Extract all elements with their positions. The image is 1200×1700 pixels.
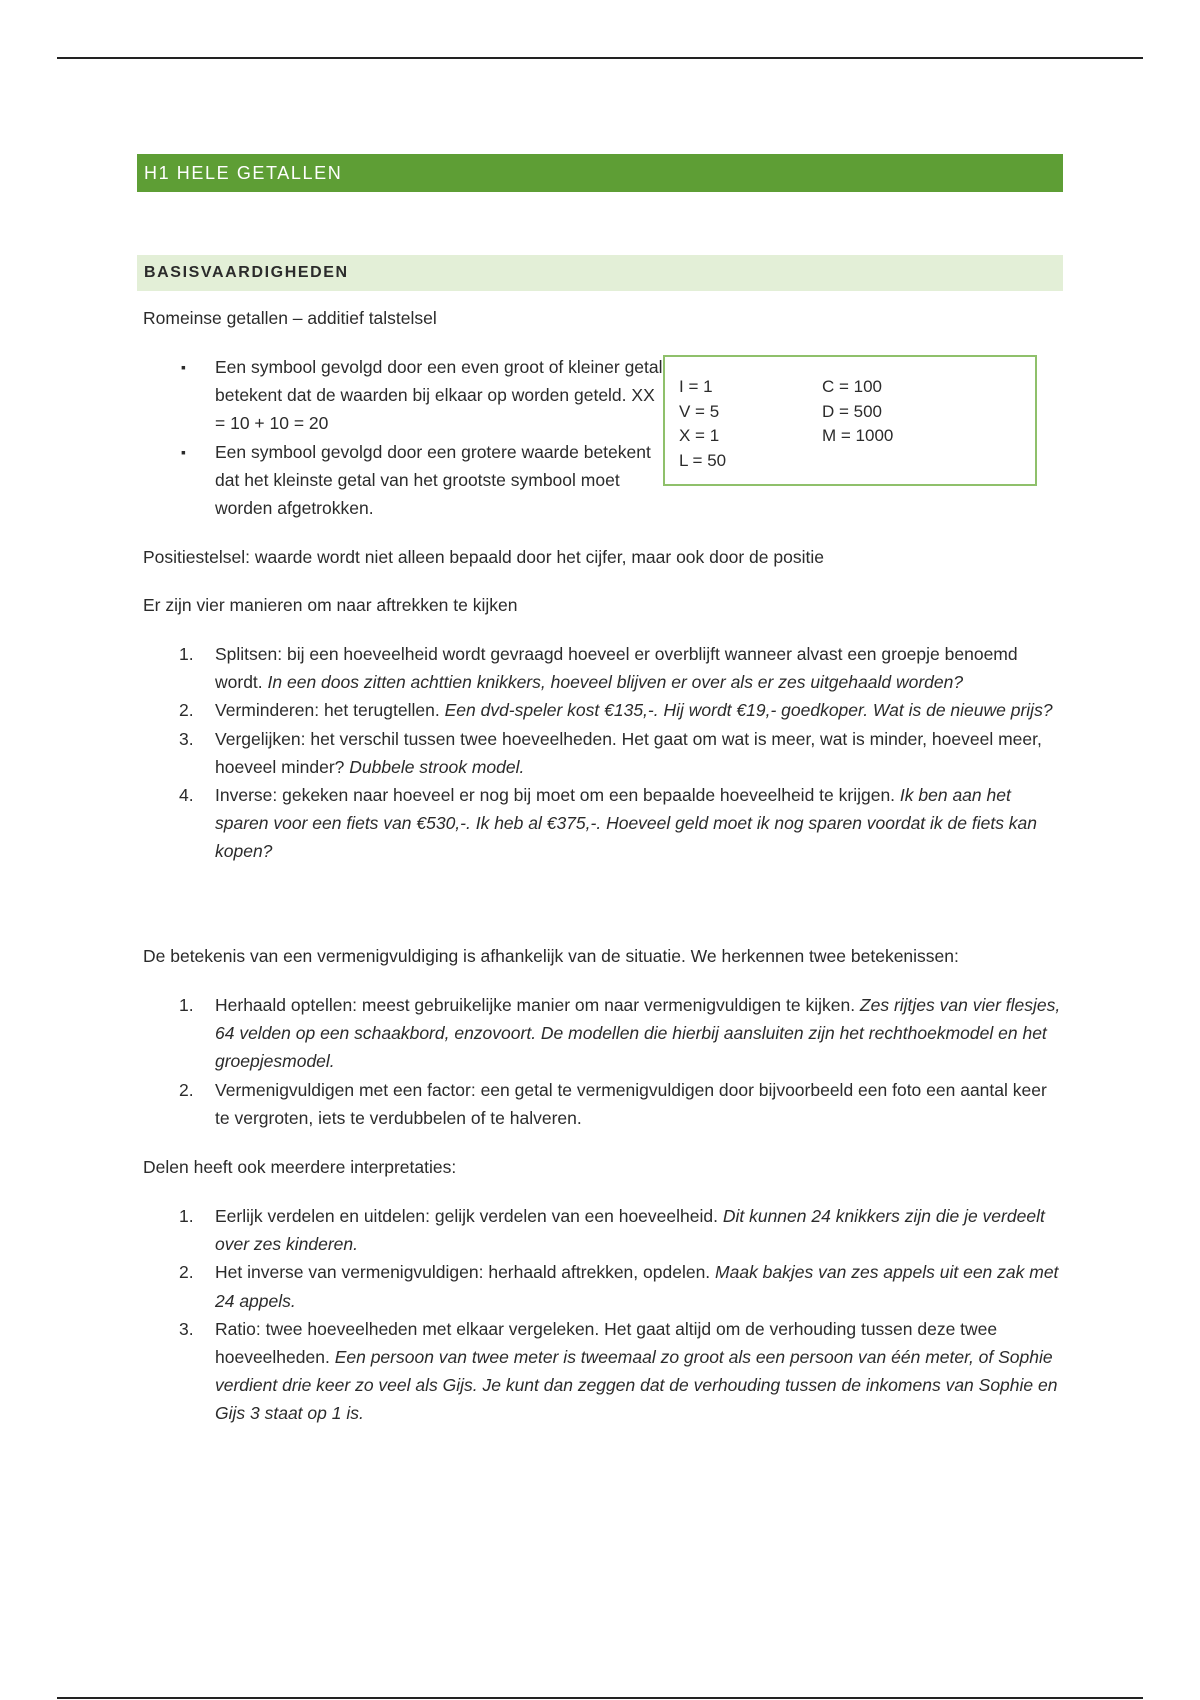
list-item: 2. Vermenigvuldigen met een factor: een getal te vermenigvuldigen door bijvoorbeeld een foto een aantal keer te vergroten, iets te verdubbelen of te halveren. xyxy=(179,1079,1047,1128)
roman-value: L = 50 xyxy=(679,450,727,470)
section-heading: BASISVAARDIGHEDEN xyxy=(137,255,1063,291)
division-list xyxy=(143,1202,1063,1428)
roman-intro: Romeinse getallen – additief talstelsel xyxy=(143,308,437,328)
division-intro: Delen heeft ook meerdere interpretaties: xyxy=(143,1157,457,1177)
bullet-icon: ▪ xyxy=(181,443,186,460)
list-item: 3. Ratio: twee hoeveelheden met elkaar vergeleken. Het gaat altijd om de verhouding tussen deze twee hoeveelheden. Een persoon van twee meter is tweemaal zo groot als een persoon van één meter, of Sophie verdient drie keer zo veel als Gijs. Je kunt dan zeggen dat de verhouding tussen de inkomens van Sophie en Gijs 3 staat op 1 is. xyxy=(179,1318,1058,1424)
roman-value: I = 1 xyxy=(679,377,713,396)
list-item: 3. Vergelijken: het verschil tussen twee hoeveelheden. Het gaat om wat is meer, wat is minder, hoeveel meer, hoeveel minder? Dubbele strook model. xyxy=(179,728,1042,777)
roman-values-grid xyxy=(679,375,922,473)
list-item: ▪ Een symbool gevolgd door een even groot of kleiner getal betekent dat de waarden bij elkaar op worden geteld. XX = 10 + 10 = 20 xyxy=(143,353,663,438)
roman-value: C = 100 xyxy=(822,377,883,396)
bullet-icon: ▪ xyxy=(181,359,186,375)
list-item: 2. Verminderen: het terugtellen. Een dvd-speler kost €135,-. Hij wordt €19,- goedkoper. Wat is de nieuwe prijs? xyxy=(179,700,1053,721)
list-item: ▪ Een symbool gevolgd door een grotere waarde betekent dat het kleinste getal van het grootste symbool moet worden afgetrokken. xyxy=(143,438,663,523)
multiplication-list xyxy=(143,991,1063,1132)
multiplication-intro: De betekenis van een vermenigvuldiging is afhankelijk van de situatie. We herkennen twee betekenissen: xyxy=(143,946,959,966)
list-item: 2. Het inverse van vermenigvuldigen: herhaald aftrekken, opdelen. Maak bakjes van zes appels uit een zak met 24 appels. xyxy=(179,1262,1059,1311)
list-item: 1. Herhaald optellen: meest gebruikelijke manier om naar vermenigvuldigen te kijken. Zes rijtjes van vier flesjes, 64 velden op een schaakbord, enzovoort. De modellen die hierbij aansluiten zijn het rechthoekmodel en het groepjesmodel. xyxy=(179,995,1061,1072)
top-rule xyxy=(57,57,1143,59)
bottom-rule xyxy=(57,1697,1143,1699)
subtraction-intro: Er zijn vier manieren om naar aftrekken te kijken xyxy=(143,595,518,615)
roman-value: V = 5 xyxy=(679,401,720,421)
list-item: 1. Splitsen: bij een hoeveelheid wordt gevraagd hoeveel er overblijft wanneer alvast een groepje benoemd wordt. In een doos zitten achttien knikkers, hoeveel blijven er over als er zes uitgehaald worden? xyxy=(179,644,1018,693)
list-item: 4. Inverse: gekeken naar hoeveel er nog bij moet om een bepaalde hoeveelheid te krijgen. Ik ben aan het sparen voor een fiets van €530,-. Ik heb al €375,-. Hoeveel geld moet ik nog sparen voordat ik de fiets kan kopen? xyxy=(179,785,1038,862)
list-item: 1. Eerlijk verdelen en uitdelen: gelijk verdelen van een hoeveelheid. Dit kunnen 24 knikkers zijn die je verdeelt over zes kinderen. xyxy=(179,1206,1045,1255)
roman-rules-list xyxy=(143,353,663,522)
positional-paragraph: Positiestelsel: waarde wordt niet alleen bepaald door het cijfer, maar ook door de positie xyxy=(143,547,824,567)
roman-value xyxy=(822,449,922,474)
subtraction-list xyxy=(143,640,1063,866)
roman-value: M = 1000 xyxy=(822,426,894,445)
chapter-heading: H1 HELE GETALLEN xyxy=(137,154,1063,192)
roman-value: X = 1 xyxy=(679,426,720,445)
roman-values-box xyxy=(663,355,1037,486)
roman-value: D = 500 xyxy=(822,401,883,421)
